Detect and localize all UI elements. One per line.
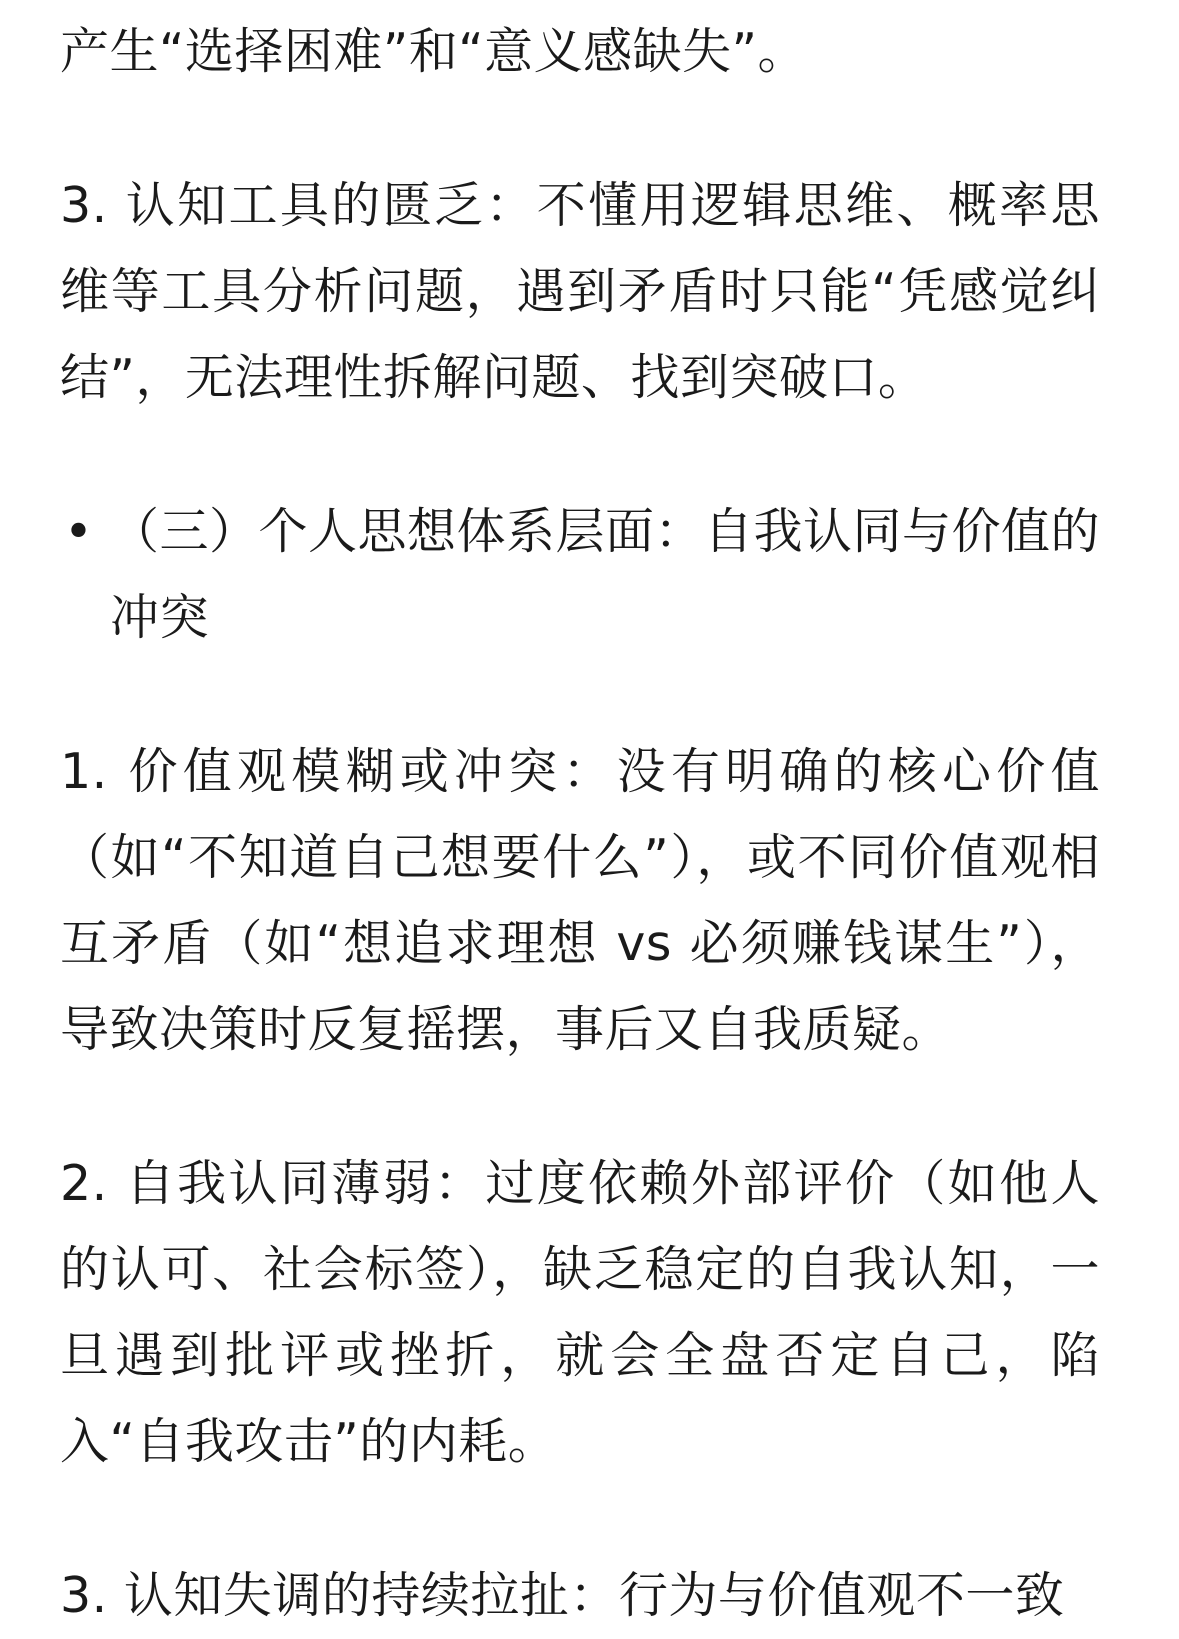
paragraph-gap bbox=[60, 1073, 1100, 1141]
paragraph-cognitive-tools: 3. 认知工具的匮乏：不懂用逻辑思维、概率思维等工具分析问题，遇到矛盾时只能“凭感觉纠结”，无法理性拆解问题、找到突破口。 bbox=[60, 177, 1100, 406]
bullet-icon: • bbox=[64, 503, 93, 560]
section-heading-personal-thought-system bbox=[60, 489, 1100, 661]
article-body bbox=[60, 0, 1100, 1639]
paragraph-gap bbox=[60, 95, 1100, 163]
paragraph-weak-self-identity: 2. 自我认同薄弱：过度依赖外部评价（如他人的认可、社会标签），缺乏稳定的自我认知，一旦遇到批评或挫折，就会全盘否定自己，陷入“自我攻击”的内耗。 bbox=[60, 1155, 1100, 1470]
paragraph-cognitive-dissonance: 3. 认知失调的持续拉扯：行为与价值观不一致 bbox=[60, 1567, 1065, 1624]
paragraph-gap bbox=[60, 421, 1100, 489]
paragraph-values-conflict: 1. 价值观模糊或冲突：没有明确的核心价值（如“不知道自己想要什么”），或不同价值观相互矛盾（如“想追求理想 vs 必须赚钱谋生”），导致决策时反复摇摆，事后又自我质疑。 bbox=[60, 743, 1100, 1058]
paragraph-choice-difficulty-tail: 产生“选择困难”和“意义感缺失”。 bbox=[60, 23, 808, 80]
paragraph-gap bbox=[60, 1485, 1100, 1553]
section-heading-text: （三）个人思想体系层面：自我认同与价值的冲突 bbox=[110, 503, 1101, 646]
paragraph-gap bbox=[60, 661, 1100, 729]
